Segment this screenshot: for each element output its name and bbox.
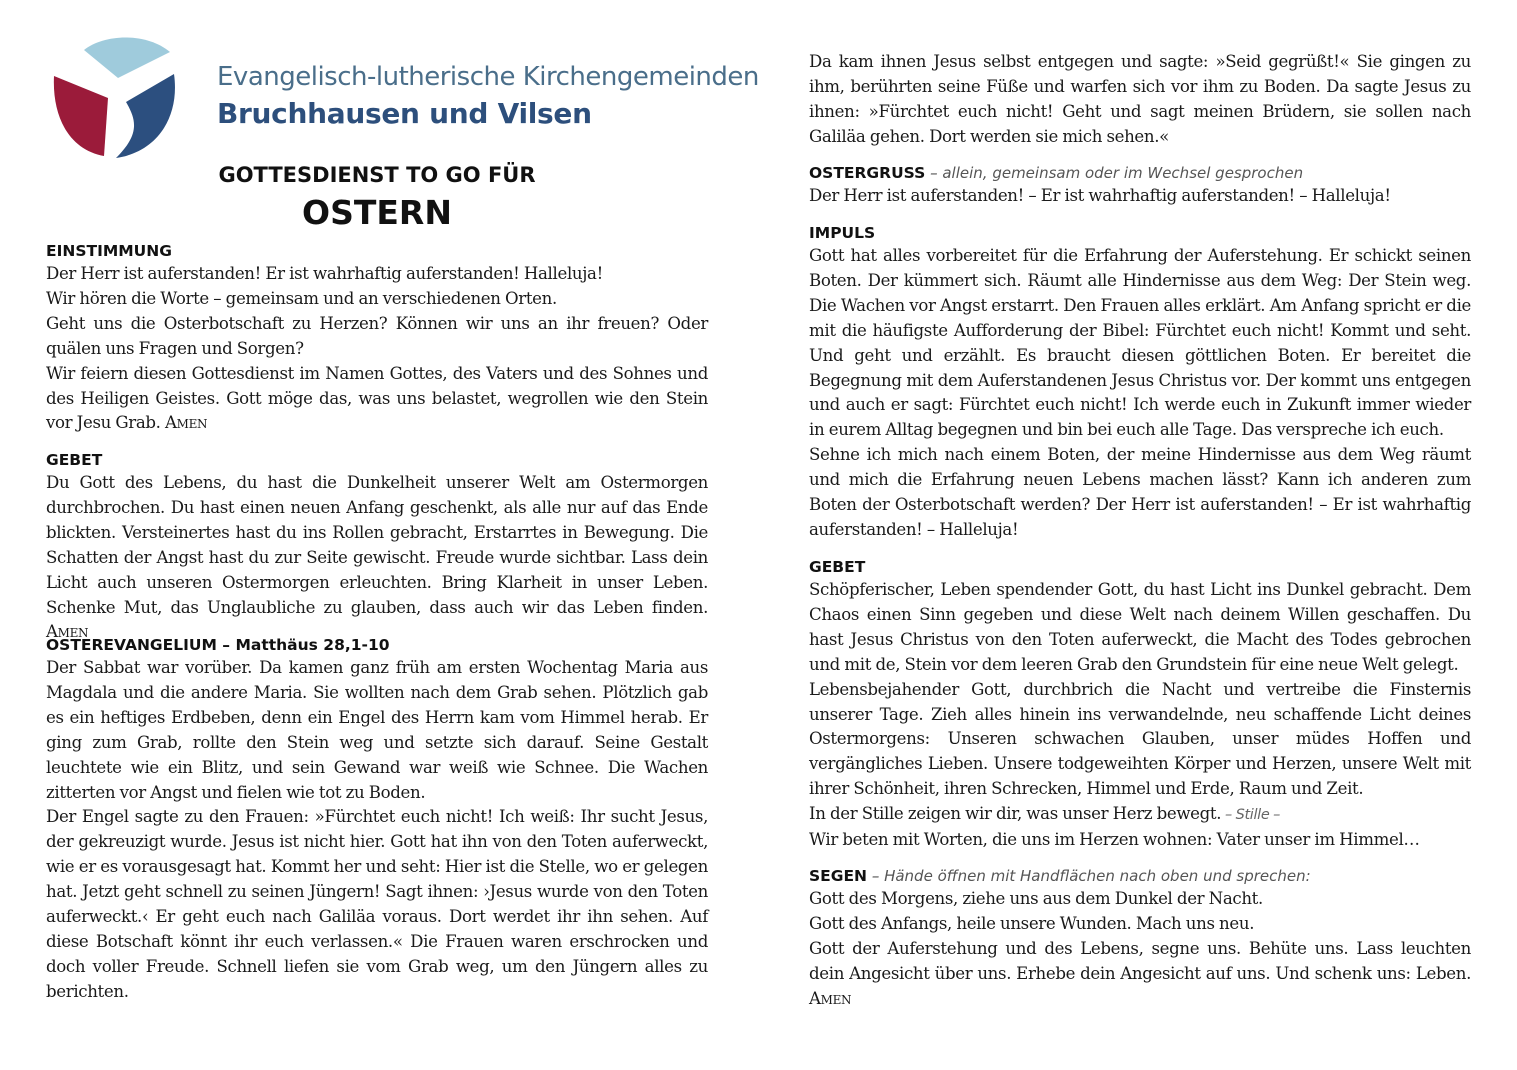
section-impuls — [809, 222, 1471, 543]
paragraph — [46, 471, 708, 645]
paragraph: Sehne ich mich nach einem Boten, der meine Hindernisse aus dem Weg räumt und mich die Erfahrung neuen Lebens machen lässt? Kann ich anderen zum Boten der Osterbotschaft werden? Der Herr ist auferstanden! – Er ist wahrhaftig auferstanden! – Halleluja! — [809, 445, 1471, 539]
amen-label: Amen — [46, 622, 89, 642]
amen-label: Amen — [809, 988, 852, 1008]
heading-note: – Hände öffnen mit Handflächen nach oben und sprechen: — [867, 867, 1311, 885]
paragraph-text: Gott der Auferstehung und des Lebens, segne uns. Behüte uns. Lass leuchten dein Angesicht über uns. Erhebe dein Angesicht auf uns. Und schenk uns: Leben. — [809, 938, 1471, 983]
section-heading — [809, 865, 1471, 887]
paragraph: Schöpferischer, Leben spendender Gott, du hast Licht ins Dunkel gebracht. Dem Chaos einen Sinn gegeben und diese Welt nach deinem Willen geschaffen. Du hast Jesus Christus von den Toten auferweckt, die Macht des Todes gebrochen und mit de, Stein vor dem leeren Grab den Grundstein für eine neue Welt gelegt. — [809, 580, 1471, 674]
section-segen — [809, 865, 1471, 1012]
paragraph: Der Herr ist auferstanden! Er ist wahrhaftig auferstanden! Halleluja! — [46, 264, 603, 283]
heading-text: SEGEN — [809, 867, 868, 885]
paragraph: Wir hören die Worte – gemeinsam und an verschiedenen Orten. — [46, 288, 557, 308]
church-logo — [46, 32, 176, 160]
section-heading: OSTEREVANGELIUM – Matthäus 28,1-10 — [46, 636, 390, 654]
section-gebet — [46, 449, 708, 645]
section-einstimmung — [46, 240, 708, 436]
paragraph: Wir beten mit Worten, die uns im Herzen wohnen: Vater unser im Himmel… — [809, 830, 1420, 850]
paragraph-text: In der Stille zeigen wir dir, was unser Herz bewegt. — [809, 804, 1222, 824]
amen-label: Amen — [165, 413, 208, 433]
paragraph: Gott hat alles vorbereitet für die Erfahrung der Auferstehung. Er schickt seinen Boten. Der kümmert sich. Räumt alle Hindernisse aus dem Weg: Der Stein weg. Die Wachen vor Angst erstarrt. Den Frauen alles erklärt. Am Anfang spricht er die mit die häufigste Aufforderung der Bibel: Fürchtet euch nicht! Kommt und seht. Und geht und erzählt. Es braucht diesen göttlichen Boten. Er bereitet die Begegnung mit dem Auferstandenen Jesus Christus vor. Der kommt uns entgegen und auch er sagt: Fürchtet euch nicht! Ich werde euch in Zukunft immer wieder in eurem Alltag begegnen und bin bei euch alle Tage. Das verspreche ich euch. — [809, 246, 1471, 440]
stille-note: – Stille – — [1221, 807, 1281, 824]
paragraph: Gott des Anfangs, heile unsere Wunden. Mach uns neu. — [809, 913, 1255, 933]
heading-note: – allein, gemeinsam oder im Wechsel gesprochen — [925, 164, 1304, 182]
section-osterevangelium — [46, 634, 708, 1005]
paragraph: Gott des Morgens, ziehe uns aus dem Dunkel der Nacht. — [809, 889, 1263, 908]
paragraph — [46, 362, 708, 437]
section-heading: IMPULS — [809, 224, 876, 242]
organization-name-line2: Bruchhausen und Vilsen — [217, 97, 592, 130]
section-heading: GEBET — [46, 451, 103, 469]
paragraph-text: Wir feiern diesen Gottesdienst im Namen Gottes, des Vaters und des Sohnes und des Heiligen Geistes. Gott möge das, was uns belastet, wegrollen wie den Stein vor Jesu Grab. — [46, 363, 708, 433]
section-osterevangelium-continued — [809, 50, 1471, 150]
paragraph — [809, 937, 1471, 1012]
section-heading — [809, 162, 1471, 184]
section-gebet-2 — [809, 556, 1471, 853]
paragraph: Der Engel sagte zu den Frauen: »Fürchtet euch nicht! Ich weiß: Ihr sucht Jesus, der gekreuzigt wurde. Jesus ist nicht hier. Gott hat ihn von den Toten auferweckt, wie er es vorausgesagt hat. Kommt her und seht: Hier ist die Stelle, wo er gelegen hat. Jetzt geht schnell zu seinen Jüngern! Sagt ihnen: ›Jesus wurde von den Toten auferweckt.‹ Er geht euch nach Galiläa voraus. Dort werdet ihr ihn sehen. Auf diese Botschaft könnt ihr euch verlassen.« Die Frauen waren erschrocken und doch voller Freude. Schnell liefen sie vom Grab weg, um den Jüngern alles zu berichten. — [46, 807, 708, 1001]
paragraph: Geht uns die Osterbotschaft zu Herzen? Können wir uns an ihr freuen? Oder quälen uns Fragen und Sorgen? — [46, 313, 708, 358]
heading-text: OSTERGRUSS — [809, 164, 926, 182]
paragraph-text: Du Gott des Lebens, du hast die Dunkelheit unserer Welt am Ostermorgen durchbrochen. Du hast einen neuen Anfang geschenkt, als alle nur auf das Ende blickten. Versteinertes hast du ins Rollen gebracht, Erstarrtes in Bewegung. Die Schatten der Angst hast du zur Seite gewischt. Freude wurde sichtbar. Lass dein Licht auch unseren Ostermorgen erleuchten. Bring Klarheit in unser Leben. Schenke Mut, das Unglaubliche zu glauben, dass auch wir das Leben finden. — [46, 473, 708, 617]
paragraph — [809, 802, 1471, 828]
paragraph: Der Herr ist auferstanden! – Er ist wahrhaftig auferstanden! – Halleluja! — [809, 186, 1391, 205]
document-subtitle: GOTTESDIENST TO GO FÜR — [218, 163, 536, 187]
paragraph: Da kam ihnen Jesus selbst entgegen und sagte: »Seid gegrüßt!« Sie gingen zu ihm, berührten seine Füße und warfen sich vor ihm zu Boden. Da sagte Jesus zu ihnen: »Fürchtet euch nicht! Geht und sagt meinen Brüdern, sie sollen nach Galiläa gehen. Dort werden sie mich sehen.« — [809, 52, 1471, 146]
paragraph: Lebensbejahender Gott, durchbrich die Nacht und vertreibe die Finsternis unserer Tage. Zieh alles hinein ins verwandelnde, neu schaffende Licht deines Ostermorgens: Unseren schwachen Glauben, unser müdes Hoffen und vergängliches Lieben. Unsere todgeweihten Körper und Herzen, unsere Welt mit ihrer Schönheit, ihren Schrecken, Himmel und Erde, Raum und Zeit. — [809, 679, 1471, 799]
organization-name-line1: Evangelisch-lutherische Kirchengemeinden — [217, 62, 759, 92]
section-heading: EINSTIMMUNG — [46, 242, 172, 260]
paragraph: Der Sabbat war vorüber. Da kamen ganz früh am ersten Wochentag Maria aus Magdala und die andere Maria. Sie wollten nach dem Grab sehen. Plötzlich gab es ein heftiges Erdbeben, denn ein Engel des Herrn kam vom Himmel herab. Er ging zum Grab, rollte den Stein weg und setzte sich darauf. Seine Gestalt leuchtete wie ein Blitz, und sein Gewand war weiß wie Schnee. Die Wachen zitterten vor Angst und fielen wie tot zu Boden. — [46, 658, 708, 802]
section-heading: GEBET — [809, 558, 866, 576]
section-ostergruss — [809, 162, 1471, 209]
document-title: OSTERN — [302, 193, 452, 232]
